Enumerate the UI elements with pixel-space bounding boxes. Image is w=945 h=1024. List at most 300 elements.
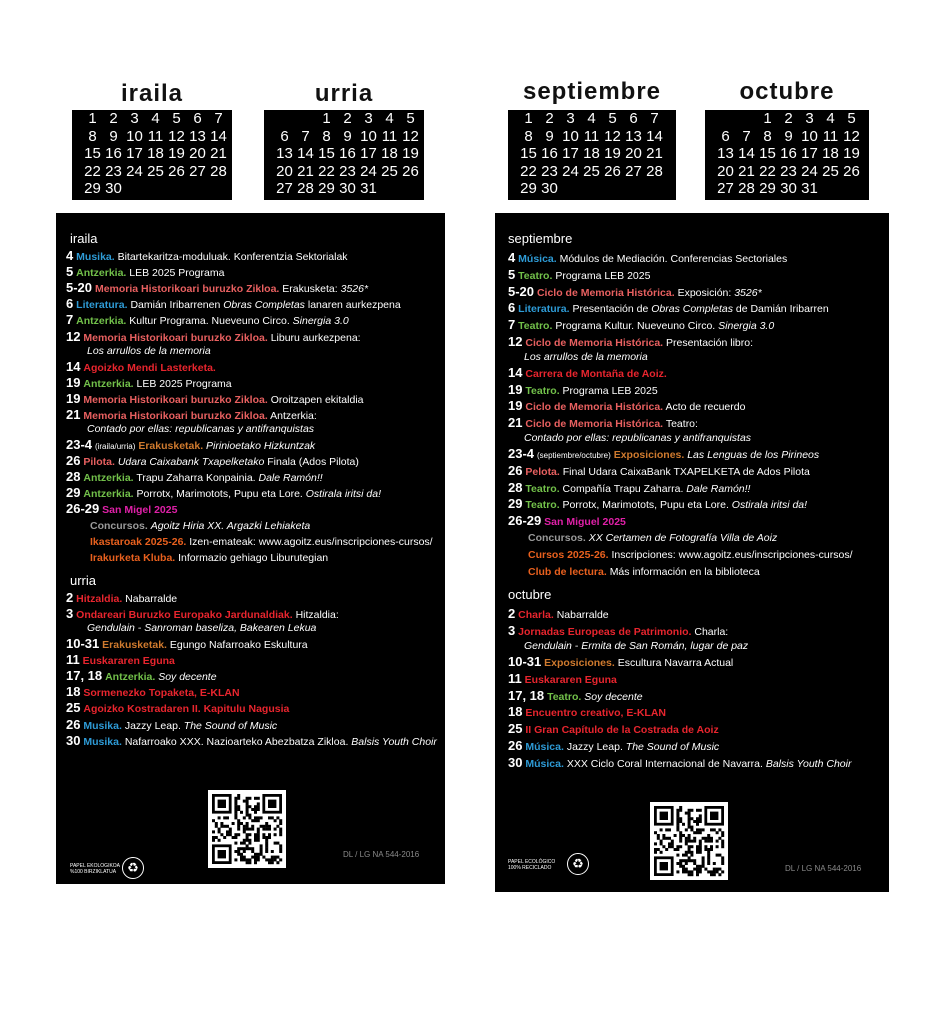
calendar-day: 28: [738, 180, 755, 198]
calendar-day: 6: [193, 110, 202, 127]
event-category: San Miguel 2025: [544, 516, 626, 529]
calendar-day: 22: [318, 162, 335, 180]
calendar-day: 26: [843, 162, 860, 180]
event-line: [66, 486, 381, 501]
event-title: Balsis Youth Choir: [351, 735, 437, 748]
event-date: 21: [508, 415, 523, 431]
event-category: Pilota.: [83, 456, 115, 469]
calendar-day: 4: [151, 110, 160, 127]
calendar-day: [736, 110, 757, 128]
calendar-day: 2: [343, 110, 352, 127]
calendar-day: 12: [843, 127, 860, 145]
calendar-day: 8: [322, 127, 331, 145]
calendar-day: 14: [210, 127, 227, 145]
calendar-day: 7: [301, 127, 310, 145]
calendar-day: 10: [360, 127, 377, 145]
event-date: 17, 18: [508, 687, 545, 703]
event-text: Compañía Trapu Zaharra.: [562, 482, 687, 495]
event-continuation: Los arrullos de la memoria: [87, 344, 211, 357]
event-line: [528, 548, 852, 562]
event-date: 5: [508, 266, 516, 282]
calendar-day: 7: [214, 110, 223, 127]
event-category: Ciclo de Memoria Histórica.: [525, 401, 664, 414]
event-category: Memoria Historikoari buruzko Zikloa.: [94, 283, 280, 296]
event-category: Concursos.: [528, 532, 586, 544]
calendar-day: 15: [318, 145, 335, 163]
event-category: Memoria Historikoari buruzko Zikloa.: [83, 393, 268, 406]
calendar-day: 12: [168, 127, 185, 145]
calendar-day: 20: [625, 145, 642, 163]
event-text: Presentación de: [572, 303, 652, 316]
event-category: Erakusketak.: [102, 639, 167, 651]
event-line: [66, 669, 217, 684]
event-category: Club de lectura.: [528, 565, 607, 578]
calendar-day: 9: [784, 127, 793, 145]
calendar-day: 15: [84, 145, 101, 163]
event-category: Ciclo de Memoria Histórica.: [525, 418, 664, 431]
event-panel-right: [495, 213, 889, 892]
event-line: [66, 685, 240, 700]
event-date: 6: [66, 296, 74, 312]
event-title: Pirinioetako Hizkuntzak: [206, 440, 316, 452]
event-date: 28: [508, 479, 523, 495]
event-line: [508, 366, 667, 381]
calendar-day: 24: [562, 162, 579, 180]
calendar-day: 31: [360, 180, 377, 198]
event-line: [66, 408, 317, 423]
event-line: [508, 285, 762, 300]
event-line: [66, 454, 359, 469]
event-text: Erakusketa:: [282, 283, 341, 296]
event-line: [66, 718, 277, 733]
calendar-day: 5: [608, 110, 617, 127]
event-category: Teatro.: [518, 269, 553, 282]
calendar-day: 27: [276, 180, 293, 198]
event-title: Dale Ramón!!: [258, 472, 323, 485]
calendar-day: 25: [583, 162, 600, 180]
event-date: 5-20: [66, 280, 93, 296]
event-category: Charla.: [518, 609, 554, 622]
event-line: [508, 607, 609, 622]
event-category: Agoizko Mendi Lasterketa.: [83, 361, 216, 374]
event-date: 4: [66, 248, 74, 263]
event-text: Teatro:: [665, 418, 698, 431]
event-text: Porrotx, Marimotots, Pupu eta Lore.: [562, 499, 732, 512]
event-category: Ciclo de Memoria Histórica.: [536, 286, 675, 299]
event-date: 25: [508, 721, 523, 737]
calendar-day: 6: [721, 127, 730, 145]
event-date: 2: [66, 589, 74, 605]
event-line: [508, 447, 819, 463]
event-line: [508, 301, 829, 316]
calendar-day: 13: [189, 127, 206, 145]
month-title-septiembre: septiembre: [522, 78, 662, 105]
event-title: 3526*: [340, 283, 369, 296]
event-category: Antzerkia.: [76, 315, 127, 328]
event-line: [528, 531, 777, 545]
calendar-day: 27: [717, 180, 734, 198]
calendar-day: 14: [738, 145, 755, 163]
event-category: Teatro.: [547, 690, 582, 703]
event-category: Exposiciones.: [613, 449, 685, 461]
calendar-day: 17: [562, 145, 579, 163]
calendar-day: 21: [297, 162, 314, 180]
event-date: 12: [66, 328, 81, 344]
calendar-day: 12: [402, 127, 419, 145]
calendar-day: 26: [168, 162, 185, 180]
calendar-day: 25: [822, 162, 839, 180]
event-date: 29: [66, 485, 81, 501]
calendar-day: 20: [276, 162, 293, 180]
event-text: Presentación libro:: [666, 337, 753, 349]
qr-code: [208, 790, 286, 868]
calendar-day: 19: [843, 145, 860, 163]
event-line: [508, 399, 745, 414]
event-line: [90, 519, 310, 533]
event-date: 26-29: [508, 513, 542, 529]
calendar-day: 22: [520, 162, 537, 180]
event-date: 19: [66, 390, 81, 406]
event-line: [508, 416, 698, 431]
event-range-note: (septiembre/octubre): [536, 451, 611, 460]
event-date: 10-31: [508, 654, 542, 669]
calendar-day: 16: [780, 145, 797, 163]
calendar-day: 26: [604, 162, 621, 180]
event-date: 14: [508, 364, 523, 380]
event-line: [90, 535, 433, 549]
event-text: Informazio gehiago Liburutegian: [178, 551, 329, 564]
event-title: Dale Ramón!!: [686, 482, 751, 495]
event-title: Soy decente: [584, 690, 643, 703]
event-line: [66, 734, 437, 749]
event-date: 17, 18: [66, 668, 103, 684]
event-text: Kultur Programa. Nueveuno Circo.: [129, 315, 293, 328]
event-title: The Sound of Music: [625, 741, 720, 753]
calendar-day: 21: [646, 145, 663, 163]
calendar-day: 30: [541, 180, 558, 198]
event-date: 12: [508, 334, 523, 349]
section-heading: octubre: [508, 587, 552, 603]
event-category: Antzerkia.: [83, 377, 134, 390]
event-line: [90, 551, 328, 565]
event-category: Irakurketa Kluba.: [90, 551, 176, 564]
event-line: [508, 722, 719, 737]
event-title: Balsis Youth Choir: [765, 757, 852, 770]
calendar-day: 7: [742, 127, 751, 145]
calendar-day: 24: [801, 162, 818, 180]
calendar-day: 2: [545, 110, 554, 127]
calendar-day: 11: [147, 127, 164, 145]
event-continuation: Contado por ellas: republicanas y antifranquistas: [87, 423, 315, 435]
event-line: [66, 701, 289, 716]
calendar-day: 7: [650, 110, 659, 127]
event-date: 2: [508, 606, 516, 622]
event-line: [66, 591, 177, 606]
event-continuation: Gendulain - Sanroman baseliza, Bakearen Lekua: [87, 622, 317, 634]
calendar-day: [274, 110, 295, 128]
event-text: Oroitzapen ekitaldia: [270, 393, 364, 406]
event-line: [66, 249, 348, 264]
event-category: Memoria Historikoari buruzko Zikloa.: [83, 331, 268, 344]
calendar-day: 9: [545, 127, 554, 145]
calendar-day: 4: [587, 110, 596, 127]
event-date: 5: [66, 264, 74, 280]
event-line: [508, 514, 626, 529]
event-text: Inscripciones: www.agoitz.eus/inscripciones-cursos/: [611, 548, 853, 561]
calendar-day: 10: [801, 127, 818, 145]
calendar-day: 8: [763, 127, 772, 145]
calendar-day: 3: [130, 110, 139, 127]
event-date: 19: [66, 374, 81, 390]
calendar-day: 1: [524, 110, 533, 127]
event-category: Teatro.: [525, 482, 560, 495]
event-category: San Migel 2025: [102, 504, 178, 517]
calendar-day: 4: [385, 110, 394, 127]
calendar-day: 11: [381, 127, 398, 145]
event-date: 5-20: [508, 283, 535, 299]
event-line: [508, 251, 787, 266]
calendar-day: 1: [88, 110, 97, 127]
calendar-septiembre: [508, 110, 676, 200]
event-line: [508, 689, 643, 704]
calendar-day: 25: [381, 162, 398, 180]
event-line: [66, 607, 339, 622]
calendar-day: 9: [109, 127, 118, 145]
eco-label-line: 100% RECICLADO: [508, 865, 552, 871]
event-line: [66, 297, 401, 312]
event-title: XX Certamen de Fotografía Villa de Aoiz: [588, 532, 778, 544]
month-title-octubre: octubre: [739, 78, 835, 105]
event-line: [66, 653, 175, 668]
event-text: Más información en la biblioteca: [609, 565, 760, 578]
calendar-day: 23: [339, 162, 356, 180]
event-category: Música.: [518, 253, 557, 265]
event-date: 18: [66, 684, 81, 700]
event-date: 7: [66, 312, 74, 328]
calendar-day: 15: [759, 145, 776, 163]
calendar-day: 6: [280, 127, 289, 145]
calendar-day: 5: [406, 110, 415, 127]
calendar-day: 30: [780, 180, 797, 198]
event-text-2: de Damián Iribarren: [732, 303, 829, 316]
event-line: [66, 637, 308, 652]
event-text: Programa Kultur. Nueveuno Circo.: [555, 320, 719, 333]
calendar-day: 18: [822, 145, 839, 163]
event-category: Ciclo de Memoria Histórica.: [525, 337, 664, 349]
event-line: [528, 565, 760, 579]
calendar-day: 17: [360, 145, 377, 163]
event-category: Teatro.: [525, 384, 560, 397]
calendar-day: 4: [826, 110, 835, 127]
event-date: 21: [66, 406, 81, 422]
event-date: 30: [508, 754, 523, 770]
event-category: Agoizko Kostradaren II. Kapitulu Nagusia: [83, 703, 290, 716]
calendar-day: 28: [646, 162, 663, 180]
event-text: Izen-emateak: www.agoitz.eus/inscripciones-cursos/: [189, 535, 433, 548]
event-text: LEB 2025 Programa: [136, 377, 232, 390]
eco-label-line: PAPEL ECOLÓGICO: [508, 859, 556, 865]
calendar-day: 22: [84, 162, 101, 180]
calendar-day: 11: [583, 127, 600, 145]
event-category: Euskararen Eguna: [82, 655, 175, 668]
calendar-octubre: [705, 110, 869, 200]
event-line: [508, 756, 851, 771]
event-category: Memoria Historikoari buruzko Zikloa.: [83, 409, 268, 422]
event-category: Antzerkia.: [76, 267, 127, 280]
calendar-day: 16: [541, 145, 558, 163]
calendar-day: 12: [604, 127, 621, 145]
event-category: Música.: [525, 757, 564, 770]
event-line: [508, 481, 750, 496]
calendar-day: 19: [402, 145, 419, 163]
event-category: Teatro.: [525, 499, 560, 512]
event-date: 3: [66, 605, 74, 621]
event-text: Damián Iribarrenen: [130, 299, 224, 312]
event-date: 25: [66, 700, 81, 716]
calendar-day: 19: [604, 145, 621, 163]
qr-code: [650, 802, 728, 880]
calendar-day: 20: [189, 145, 206, 163]
event-category: Antzerkia.: [105, 671, 156, 684]
event-title: The Sound of Music: [183, 719, 278, 732]
calendar-day: 28: [210, 162, 227, 180]
event-date: 7: [508, 317, 516, 333]
calendar-day: 27: [625, 162, 642, 180]
event-category: Jornadas Europeas de Patrimonio.: [518, 626, 692, 639]
event-line: [66, 376, 232, 391]
event-category: Musika.: [83, 719, 122, 732]
calendar-day: 11: [822, 127, 839, 145]
calendar-day: 14: [646, 127, 663, 145]
month-title-urria: urria: [314, 80, 374, 107]
event-category: Antzerkia.: [83, 488, 134, 501]
section-heading: iraila: [70, 231, 98, 246]
legal-deposit: DL / LG NA 544-2016: [785, 864, 862, 873]
calendar-day: 18: [381, 145, 398, 163]
event-date: 28: [66, 469, 81, 485]
calendar-day: 25: [147, 162, 164, 180]
event-category: Euskararen Eguna: [524, 673, 617, 686]
event-line: [66, 281, 368, 296]
calendar-day: 17: [801, 145, 818, 163]
event-title: Obras Completas: [651, 303, 733, 316]
event-date: 11: [508, 670, 522, 686]
calendar-day: 21: [738, 162, 755, 180]
event-text: Nabarralde: [556, 609, 609, 622]
event-text: Antzerkia:: [270, 409, 317, 422]
event-line: [66, 502, 177, 517]
event-line: [508, 672, 617, 687]
event-title: Ostirala iritsi da!: [731, 499, 808, 512]
calendar-day: 24: [126, 162, 143, 180]
event-category: Teatro.: [518, 320, 553, 333]
event-date: 23-4: [508, 446, 535, 461]
event-date: 4: [508, 250, 516, 265]
calendar-day: 2: [784, 110, 793, 127]
calendar-day: 29: [759, 180, 776, 198]
event-line: [66, 360, 216, 375]
calendar-day: 5: [172, 110, 181, 127]
event-date: 3: [508, 623, 516, 639]
event-line: [508, 268, 650, 283]
calendar-day: 10: [562, 127, 579, 145]
calendar-day: 9: [343, 127, 352, 145]
calendar-day: 23: [780, 162, 797, 180]
calendar-day: 18: [583, 145, 600, 163]
event-text: Escultura Navarra Actual: [617, 657, 734, 669]
event-panel-left: [56, 213, 445, 884]
event-line: [66, 330, 361, 345]
month-title-iraila: iraila: [120, 80, 184, 107]
event-text: Trapu Zaharra Konpainia.: [136, 472, 259, 485]
event-category: Ikastaroak 2025-26.: [90, 535, 187, 548]
event-category: Literatura.: [76, 299, 128, 312]
event-category: Ondareari Buruzko Europako Jardunaldiak.: [76, 608, 293, 621]
event-date: 26: [66, 453, 81, 469]
event-text: Liburu aurkezpena:: [270, 331, 361, 344]
event-text: XXX Ciclo Coral Internacional de Navarra.: [566, 757, 766, 770]
event-text-2: Finala (Ados Pilota): [264, 456, 359, 469]
calendar-day: 3: [805, 110, 814, 127]
event-title: Udara Caixabank Txapelketako: [117, 456, 265, 469]
calendar-urria: [264, 110, 424, 200]
event-text: Nabarralde: [125, 592, 178, 605]
event-category: Sormenezko Topaketa, E-KLAN: [83, 687, 240, 700]
event-line: [508, 335, 753, 350]
event-title: Agoitz Hiria XX. Argazki Lehiaketa: [150, 519, 311, 532]
section-heading: urria: [70, 572, 97, 588]
event-text: Jazzy Leap.: [566, 741, 626, 753]
event-line: [508, 318, 774, 333]
calendar-day: 13: [625, 127, 642, 145]
eco-label-line: %100 BIRZIKLATUA: [70, 869, 117, 875]
event-title: 3526*: [734, 286, 762, 299]
event-line: [508, 705, 666, 720]
event-category: Hitzaldia.: [76, 592, 123, 605]
event-line: [508, 383, 658, 398]
calendar-day: 2: [109, 110, 118, 127]
calendar-iraila: [72, 110, 232, 200]
recycle-icon: ♻: [567, 853, 589, 875]
calendar-day: 15: [520, 145, 537, 163]
event-text-2: lanaren aurkezpena: [304, 299, 401, 312]
calendar-day: 23: [105, 162, 122, 180]
recycle-icon: ♻: [122, 857, 144, 879]
event-date: 26: [66, 716, 81, 732]
calendar-day: 14: [297, 145, 314, 163]
event-text: Charla:: [694, 626, 729, 639]
event-category: Encuentro creativo, E-KLAN: [525, 707, 666, 720]
calendar-day: 17: [126, 145, 143, 163]
event-title: Obras Completas: [223, 299, 305, 312]
event-line: [66, 265, 224, 280]
eco-paper-label: [70, 863, 120, 875]
event-date: 30: [66, 732, 81, 748]
event-title: Sinergia 3.0: [718, 320, 775, 333]
event-text: Programa LEB 2025: [562, 384, 658, 397]
event-category: Exposiciones.: [544, 657, 615, 669]
event-category: Erakusketak.: [138, 440, 204, 452]
event-text: Bitartekaritza-moduluak. Konferentzia Sektorialak: [117, 251, 348, 263]
eco-paper-label: [508, 859, 555, 871]
event-category: Pelota.: [525, 465, 560, 478]
event-continuation: Los arrullos de la memoria: [524, 350, 648, 363]
event-continuation: Gendulain - Ermita de San Román, lugar de paz: [524, 640, 749, 652]
calendar-day: 20: [717, 162, 734, 180]
calendar-day: 13: [276, 145, 293, 163]
calendar-day: 19: [168, 145, 185, 163]
event-date: 19: [508, 398, 523, 414]
